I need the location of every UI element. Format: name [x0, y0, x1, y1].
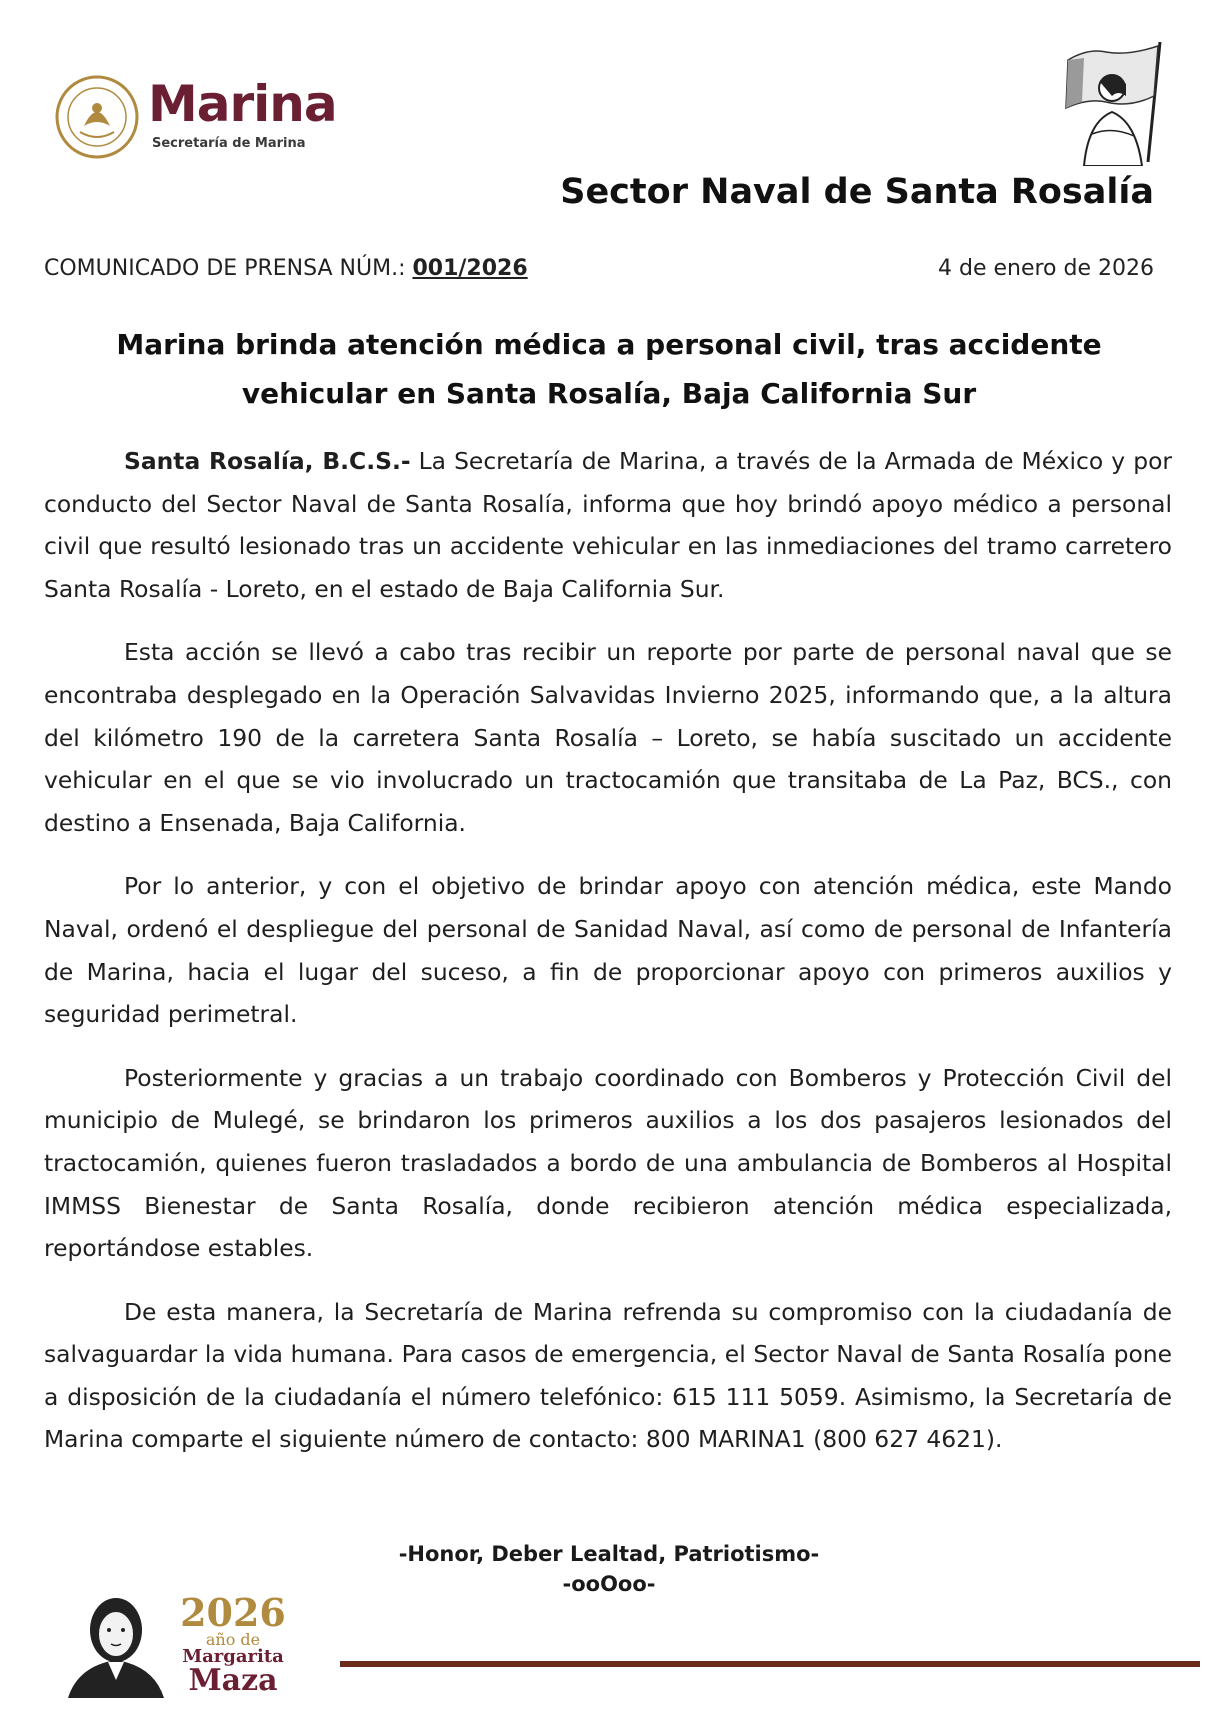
paragraph-2: Esta acción se llevó a cabo tras recibir un reporte por parte de personal naval que se encontraba desplegado en la Operación Salvavidas Invierno 2025, informando que, a la altura del kilómetro 190 de la carretera Santa Rosalía – Loreto, se había suscitado un accidente vehicular en el que se vio involucrado un tractocamión que transitaba de La Paz, BCS., con destino a Ensenada, Baja California. [44, 638, 1172, 837]
motto: -Honor, Deber Lealtad, Patriotismo- [398, 1542, 820, 1566]
year-name-last: Maza [188, 1663, 278, 1698]
marina-logo [54, 74, 374, 164]
press-release-num: 001/2026 [412, 256, 528, 281]
dateline: Santa Rosalía, B.C.S.- [124, 447, 411, 475]
press-release-label: COMUNICADO DE PRENSA NÚM.: [44, 256, 413, 281]
brand-wordmark: Marina [148, 75, 337, 133]
paragraph-1 [44, 440, 1172, 610]
national-seal-icon [54, 74, 140, 160]
year-name-first: Margarita [182, 1646, 284, 1667]
paragraph-5: De esta manera, la Secretaría de Marina refrenda su compromiso con la ciudadanía de salvaguardar la vida humana. Para casos de emergencia, el Sector Naval de Santa Rosalía pone a disposición de la ciudadanía el número telefónico: 615 111 5059. Asimismo, la Secretaría de Marina comparte el siguiente número de contacto: 800 MARINA1 (800 627 4621). [44, 1297, 1172, 1454]
brand-subtitle: Secretaría de Marina [152, 136, 306, 151]
release-date: 4 de enero de 2026 [938, 256, 1154, 281]
footer-divider [340, 1661, 1200, 1667]
headline: Marina brinda atención médica a personal civil, tras accidente vehicular en Santa Rosalía, Baja California Sur [116, 328, 1102, 410]
year-number: 2026 [180, 1590, 286, 1635]
margarita-maza-portrait [60, 1588, 170, 1698]
sector-title: Sector Naval de Santa Rosalía [560, 172, 1154, 212]
year-sub: año de [205, 1630, 261, 1649]
press-release-number [44, 256, 528, 281]
paragraph-3: Por lo anterior, y con el objetivo de brindar apoyo con atención médica, este Mando Naval, ordenó el despliegue del personal de Sanidad Naval, así como de personal de Infantería de Marina, hacia el lugar del suceso, a fin de proporcionar apoyo con primeros auxilios y seguridad perimetral. [44, 872, 1172, 1029]
year-logo [178, 1590, 288, 1698]
paragraph-4: Posteriormente y gracias a un trabajo coordinado con Bomberos y Protección Civil del municipio de Mulegé, se brindaron los primeros auxilios a los dos pasajeros lesionados del tractocamión, quienes fueron trasladados a bordo de una ambulancia de Bomberos al Hospital IMMSS Bienestar de Santa Rosalía, donde recibieron atención médica especializada, reportándose estables. [44, 1063, 1172, 1263]
closing-separator: -ooOoo- [562, 1572, 656, 1596]
article-body [44, 440, 1172, 1482]
heroine-flag-illustration [1048, 38, 1168, 166]
paragraph-1-text: La Secretaría de Marina, a través de la Armada de México y por conducto del Sector Naval de Santa Rosalía, informa que hoy brindó apoyo médico a personal civil que resultó lesionado tras un accidente vehicular en las inmediaciones del tramo carretero Santa Rosalía - Loreto, en el estado de Baja California Sur. [44, 447, 1173, 603]
